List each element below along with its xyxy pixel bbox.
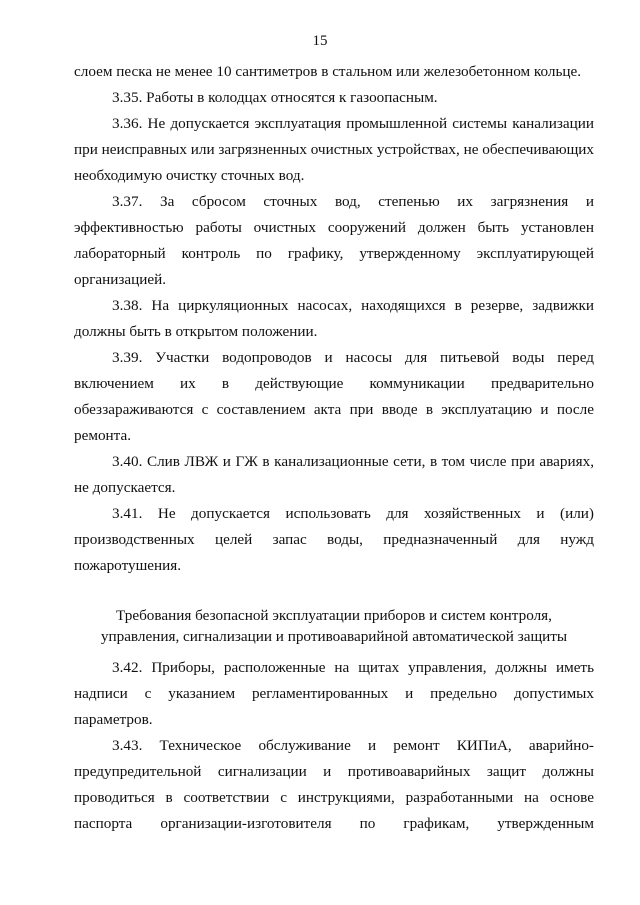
paragraph-3-40: 3.40. Слив ЛВЖ и ГЖ в канализационные сети, в том числе при авариях, не допускается. bbox=[74, 453, 594, 496]
paragraph-3-34-continuation: слоем песка не менее 10 сантиметров в стальном или железобетонном кольце. bbox=[74, 63, 582, 80]
section-heading-line-2: управления, сигнализации и противоаварийной автоматической защиты bbox=[100, 628, 568, 645]
section-heading-line-1: Требования безопасной эксплуатации приборов и систем контроля, bbox=[116, 607, 552, 624]
paragraph-3-42: 3.42. Приборы, расположенные на щитах управления, должны иметь надписи с указанием регламентированных и предельно допустимых параметров. bbox=[74, 659, 594, 728]
paragraph-3-43: 3.43. Техническое обслуживание и ремонт КИПиА, аварийно-предупредительной сигнализации и противоаварийных защит должны проводиться в соответствии с инструкциями, разработанными на основе паспорта организации-изготовителя по графикам, утвержденным bbox=[74, 737, 594, 832]
paragraph-3-35: 3.35. Работы в колодцах относятся к газоопасным. bbox=[112, 89, 438, 106]
paragraph-3-39: 3.39. Участки водопроводов и насосы для питьевой воды перед включением их в действующие коммуникации предварительно обеззараживаются с составлением акта при вводе в эксплуатацию и после ремонта. bbox=[74, 349, 594, 444]
document-body bbox=[74, 59, 594, 837]
section-heading bbox=[74, 605, 594, 647]
page-number: 15 bbox=[312, 33, 328, 49]
paragraph-3-36: 3.36. Не допускается эксплуатация промышленной системы канализации при неисправных или загрязненных очистных устройствах, не обеспечивающих необходимую очистку сточных вод. bbox=[74, 115, 594, 184]
paragraph-3-37: 3.37. За сбросом сточных вод, степенью их загрязнения и эффективностью работы очистных сооружений должен быть установлен лабораторный контроль по графику, утвержденному эксплуатирующей организацией. bbox=[74, 193, 594, 288]
paragraph-3-41: 3.41. Не допускается использовать для хозяйственных и (или) производственных целей запас воды, предназначенный для нужд пожаротушения. bbox=[74, 505, 594, 574]
paragraph-3-38: 3.38. На циркуляционных насосах, находящихся в резерве, задвижки должны быть в открытом положении. bbox=[74, 297, 594, 340]
